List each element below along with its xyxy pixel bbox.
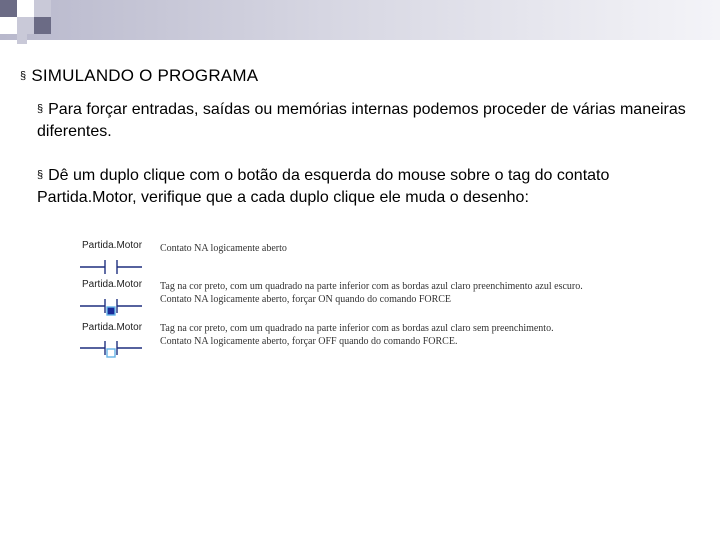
contact-tag-label[interactable]: Partida.Motor xyxy=(82,322,143,333)
no-contact-symbol xyxy=(80,260,142,274)
decor-square xyxy=(17,0,34,17)
paragraph-text: Dê um duplo clique com o botão da esquerda do mouse sobre o tag do contato Partida.Motor, verifique que a cada duplo clique ele muda o desenho: xyxy=(37,167,610,206)
contact-description xyxy=(160,280,583,306)
paragraph-force xyxy=(37,98,697,143)
bullet-icon: § xyxy=(20,70,27,82)
description-line: Tag na cor preto, com um quadrado na parte inferior com as bordas azul claro sem preenchimento. xyxy=(160,323,554,334)
description-line: Contato NA logicamente aberto, forçar ON quando do comando FORCE xyxy=(160,294,452,305)
bullet-icon: § xyxy=(37,169,44,181)
decor-square xyxy=(34,0,51,17)
header-band xyxy=(0,0,720,40)
description-line: Contato NA logicamente aberto, forçar OFF quando do comando FORCE. xyxy=(160,336,458,347)
force-on-indicator xyxy=(107,307,115,315)
contact-description xyxy=(160,242,287,255)
decor-square xyxy=(0,17,17,34)
description-line: Tag na cor preto, com um quadrado na parte inferior com as bordas azul claro preenchimento azul escuro. xyxy=(160,281,583,292)
description-line: Contato NA logicamente aberto xyxy=(160,243,287,254)
decor-square xyxy=(17,17,34,34)
decor-square xyxy=(34,17,51,34)
decor-square xyxy=(0,0,17,17)
heading-text: SIMULANDO O PROGRAMA xyxy=(31,66,259,85)
forced-off-contact-symbol xyxy=(80,341,142,359)
contact-states-figure xyxy=(80,236,680,366)
paragraph-text: Para forçar entradas, saídas ou memórias internas podemos proceder de várias maneiras diferentes. xyxy=(37,101,686,140)
paragraph-double-click xyxy=(37,164,697,209)
contact-description xyxy=(160,322,554,348)
contact-tag-label[interactable]: Partida.Motor xyxy=(82,279,143,290)
bullet-icon: § xyxy=(37,103,44,115)
forced-on-contact-symbol xyxy=(80,299,142,317)
force-off-indicator xyxy=(107,349,115,357)
decor-square xyxy=(17,34,27,44)
slide-heading xyxy=(20,66,258,86)
contact-tag-label[interactable]: Partida.Motor xyxy=(82,240,143,251)
